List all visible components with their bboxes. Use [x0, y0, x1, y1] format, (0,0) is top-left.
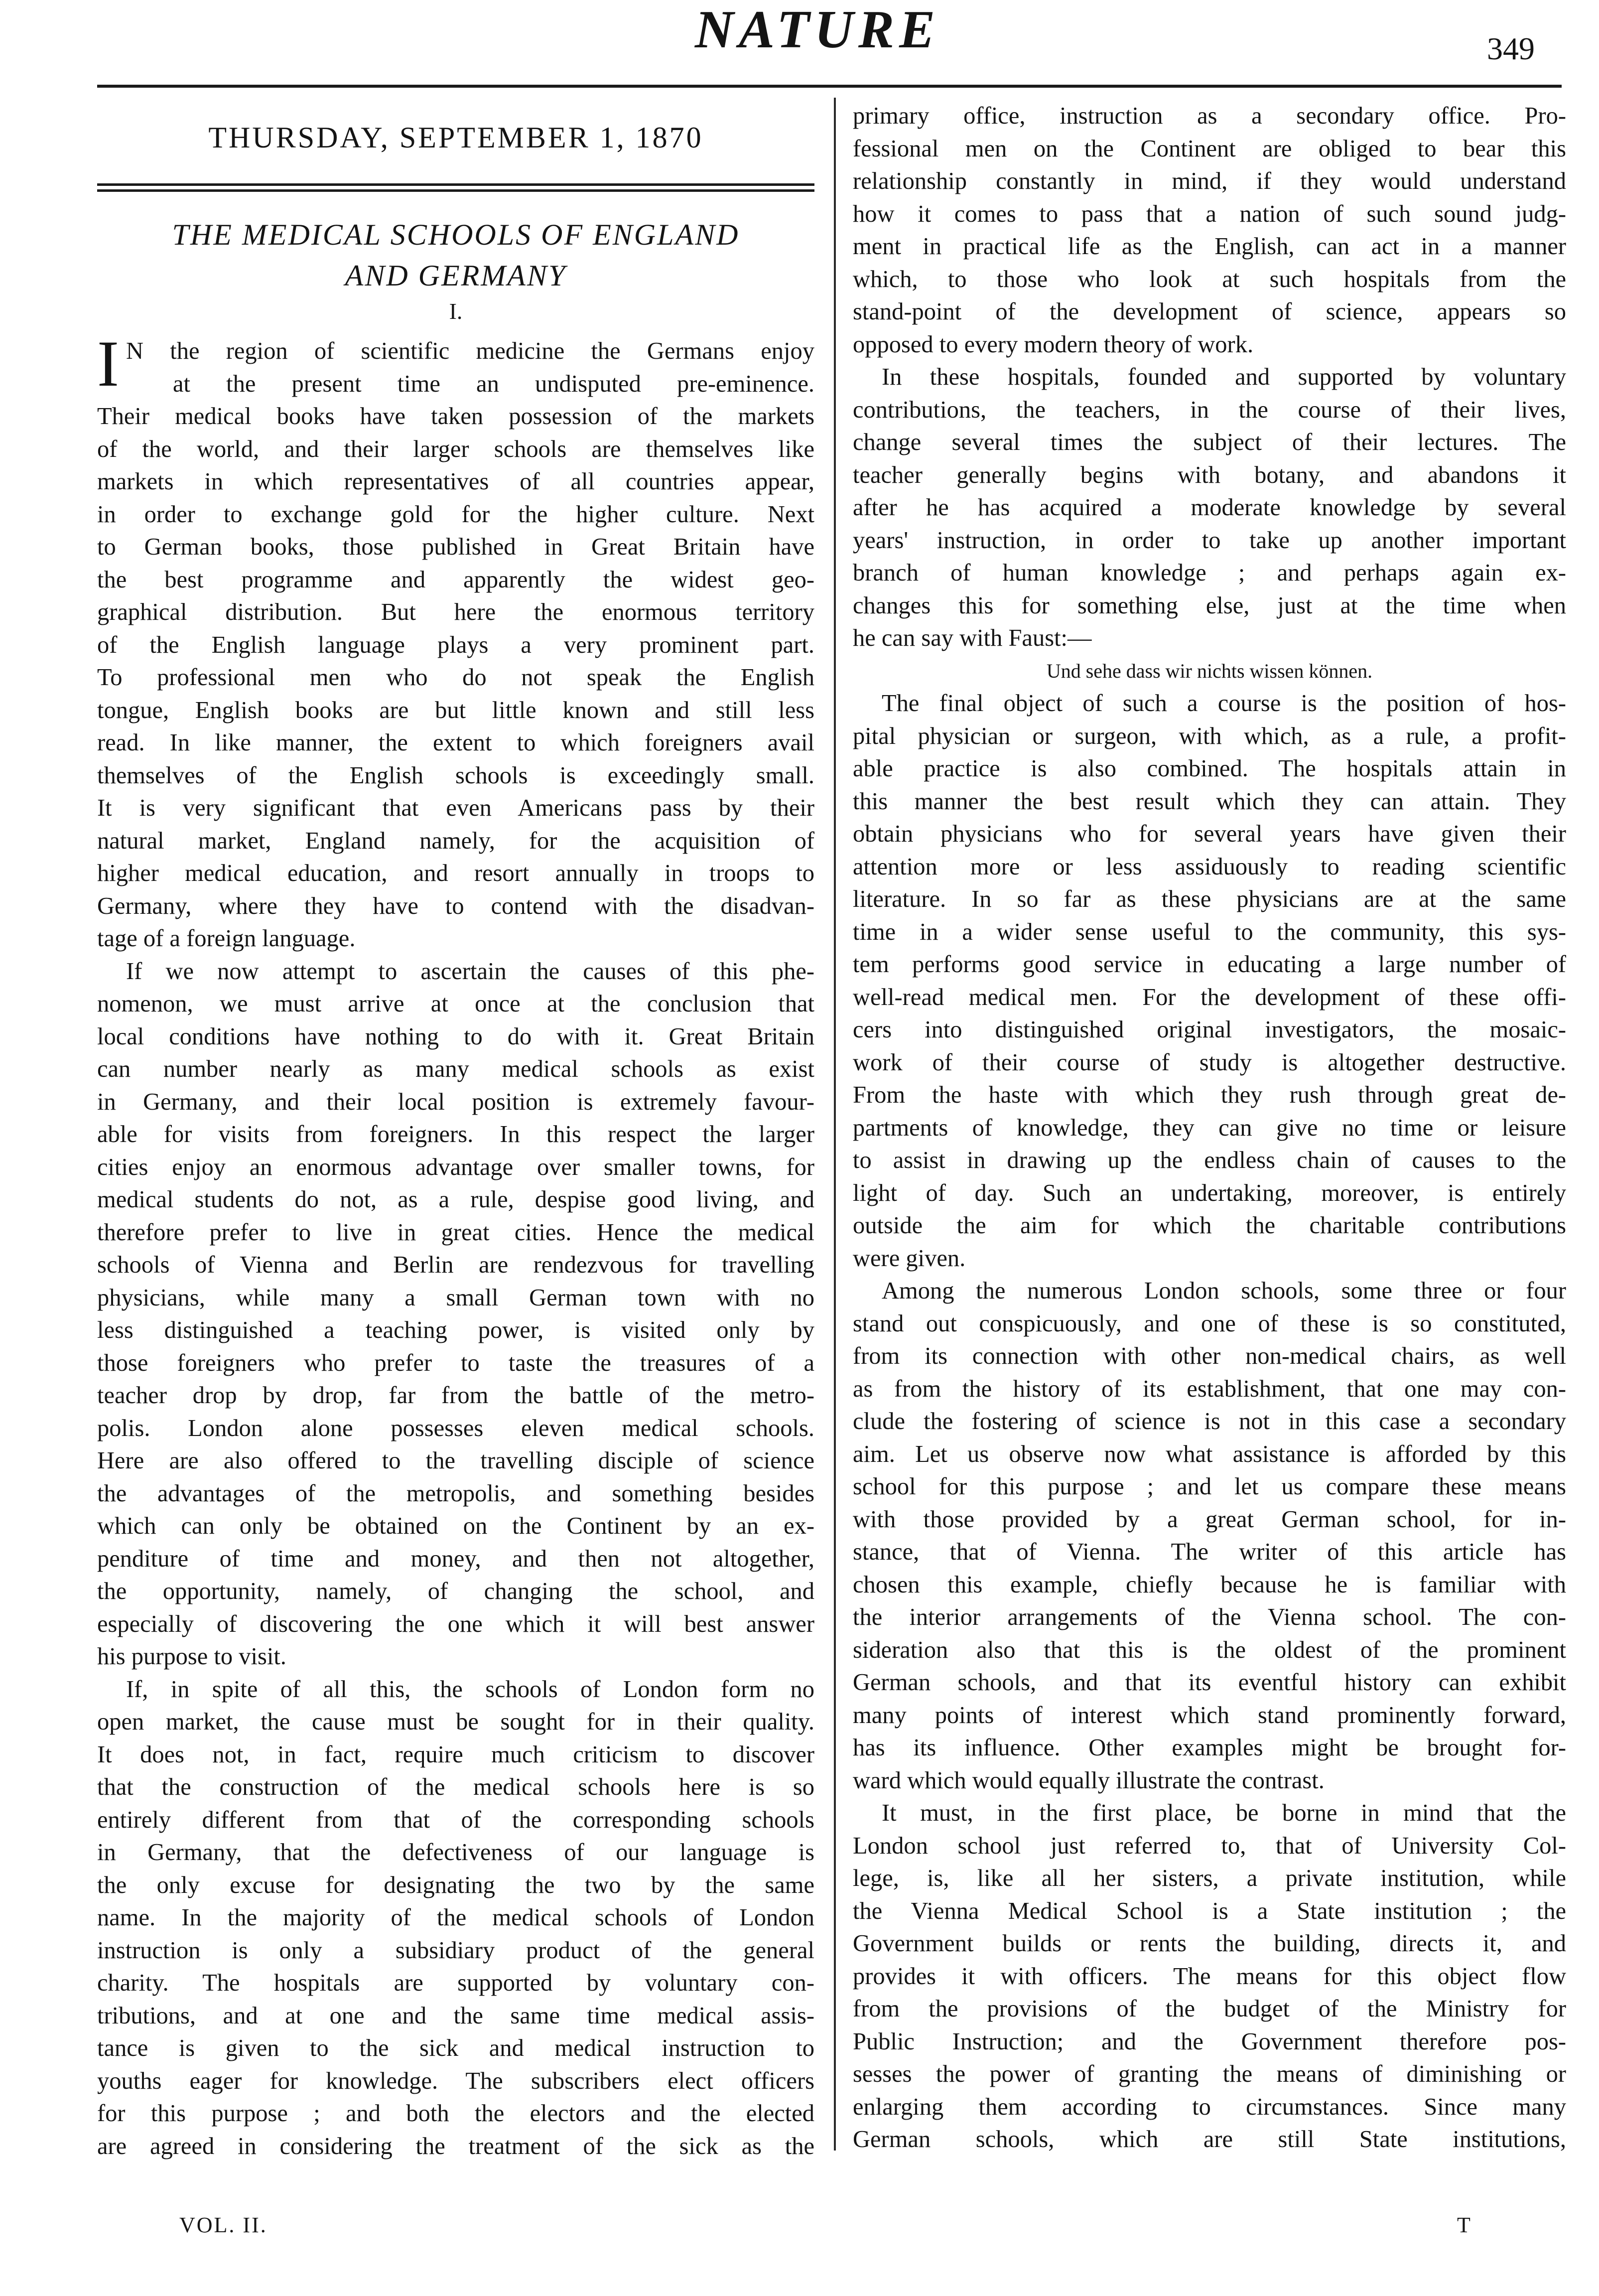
text-line: contributions, the teachers, in the course of their lives, — [853, 396, 1566, 423]
text-line: nomenon, we must arrive at once at the conclusion that — [97, 991, 814, 1017]
text-line: From the haste with which they rush through great de- — [853, 1082, 1566, 1108]
text-line: entirely different from that of the corresponding schools — [97, 1806, 814, 1833]
text-line: read. In like manner, the extent to which foreigners avail — [97, 729, 814, 756]
text-line: chosen this example, chiefly because he is familiar with — [853, 1571, 1566, 1598]
text-line: change several times the subject of their lectures. The — [853, 429, 1566, 455]
text-line: N the region of scientific medicine the Germans enjoy — [126, 338, 814, 364]
text-line: schools of Vienna and Berlin are rendezvous for travelling — [97, 1252, 814, 1278]
text-line: German schools, which are still State institutions, — [853, 2126, 1566, 2152]
text-line: open market, the cause must be sought for in their quality. — [97, 1709, 814, 1735]
text-line: The final object of such a course is the position of hos- — [882, 690, 1566, 717]
text-line: especially of discovering the one which it will best answer — [97, 1610, 814, 1637]
text-line: from its connection with other non-medical chairs, as well — [853, 1343, 1566, 1369]
text-line: after he has acquired a moderate knowledge by several — [853, 494, 1566, 521]
text-line: teacher drop by drop, far from the battle of the metro- — [97, 1382, 814, 1409]
volume-label: VOL. II. — [179, 2213, 267, 2237]
text-line: provides it with officers. The means for this object flow — [853, 1963, 1566, 1990]
text-line: able practice is also combined. The hospitals attain in — [853, 755, 1566, 782]
text-line: themselves of the English schools is exceedingly small. — [97, 762, 814, 789]
text-line: primary office, instruction as a secondary office. Pro- — [853, 103, 1566, 129]
text-line: markets in which representatives of all countries appear, — [97, 468, 814, 495]
text-line: to assist in drawing up the endless chain of causes to the — [853, 1147, 1566, 1173]
text-line: with those provided by a great German school, for in- — [853, 1506, 1566, 1533]
text-line: stand out conspicuously, and one of these is so constituted, — [853, 1310, 1566, 1337]
text-line: changes this for something else, just at the time when — [853, 592, 1566, 619]
text-line: Here are also offered to the travelling disciple of science — [97, 1447, 814, 1474]
page-number: 349 — [1487, 31, 1535, 66]
text-line: partments of knowledge, they can give no time or leisure — [853, 1114, 1566, 1141]
text-line: which, to those who look at such hospitals from the — [853, 266, 1566, 292]
text-line: attention more or less assiduously to reading scientific — [853, 853, 1566, 880]
text-line: It must, in the first place, be borne in mind that the — [882, 1800, 1566, 1826]
text-line: graphical distribution. But here the enormous territory — [97, 599, 814, 625]
text-line: therefore prefer to live in great cities. Hence the medical — [97, 1219, 814, 1246]
text-line: charity. The hospitals are supported by voluntary con- — [97, 1970, 814, 1996]
article-title-line-1: THE MEDICAL SCHOOLS OF ENGLAND — [172, 218, 740, 251]
text-line: from the provisions of the budget of the Ministry for — [853, 1996, 1566, 2022]
text-line: of the English language plays a very prominent part. — [97, 631, 814, 658]
text-line: years' instruction, in order to take up another important — [853, 527, 1566, 554]
text-line: ment in practical life as the English, can act in a manner — [853, 233, 1566, 260]
text-line: relationship constantly in mind, if they would understand — [853, 168, 1566, 194]
text-line: lege, is, like all her sisters, a private institution, while — [853, 1865, 1566, 1891]
text-line: in Germany, that the defectiveness of our language is — [97, 1839, 814, 1866]
text-line: tem performs good service in educating a large number of — [853, 951, 1566, 978]
text-line: Germany, where they have to contend with the disadvan- — [97, 892, 814, 919]
journal-masthead: NATURE — [695, 0, 940, 59]
text-line: aim. Let us observe now what assistance is afforded by this — [853, 1440, 1566, 1467]
text-line: stand-point of the development of science, appears so — [853, 298, 1566, 325]
text-line: which can only be obtained on the Continent by an ex- — [97, 1513, 814, 1539]
header-rule — [97, 85, 1562, 88]
text-line: Among the numerous London schools, some three or four — [882, 1278, 1566, 1304]
signature-mark: T — [1457, 2213, 1470, 2237]
text-line: the interior arrangements of the Vienna school. The con- — [853, 1604, 1566, 1630]
text-line: the only excuse for designating the two by the same — [97, 1871, 814, 1898]
text-line: youths eager for knowledge. The subscribers elect officers — [97, 2067, 814, 2094]
text-line: to German books, those published in Great Britain have — [97, 534, 814, 560]
text-line: well-read medical men. For the development of these offi- — [853, 984, 1566, 1010]
text-line: German schools, and that its eventful history can exhibit — [853, 1669, 1566, 1696]
text-line: fessional men on the Continent are obliged to bear this — [853, 135, 1566, 162]
text-line: enlarging them according to circumstances. Since many — [853, 2093, 1566, 2120]
text-line: that the construction of the medical schools here is so — [97, 1774, 814, 1800]
text-line: pital physician or surgeon, with which, as a rule, a profit- — [853, 722, 1566, 749]
text-line: physicians, while many a small German town with no — [97, 1284, 814, 1311]
text-line: those foreigners who prefer to taste the treasures of a — [97, 1349, 814, 1376]
text-line: polis. London alone possesses eleven medical schools. — [97, 1415, 814, 1441]
text-line: has its influence. Other examples might be brought for- — [853, 1734, 1566, 1761]
text-line: name. In the majority of the medical schools of London — [97, 1904, 814, 1931]
date-rule-upper — [97, 183, 814, 186]
text-line: Government builds or rents the building, directs it, and — [853, 1930, 1566, 1957]
left-column — [97, 327, 814, 2162]
text-line: To professional men who do not speak the English — [97, 664, 814, 691]
issue-date: THURSDAY, SEPTEMBER 1, 1870 — [208, 121, 703, 154]
text-line: work of their course of study is altogether destructive. — [853, 1049, 1566, 1076]
text-line: literature. In so far as these physicians are at the same — [853, 886, 1566, 912]
text-line: able for visits from foreigners. In this respect the larger — [97, 1121, 814, 1148]
text-line: cities enjoy an enormous advantage over smaller towns, for — [97, 1153, 814, 1180]
text-line: opposed to every modern theory of work. — [853, 331, 1254, 358]
column-divider — [834, 98, 836, 2151]
text-line: light of day. Such an undertaking, moreover, is entirely — [853, 1179, 1566, 1206]
text-line: can number nearly as many medical schools as exist — [97, 1056, 814, 1082]
text-line: time in a wider sense useful to the community, this sys- — [853, 918, 1566, 945]
text-line: If we now attempt to ascertain the causes of this phe- — [126, 958, 814, 985]
drop-cap: I — [97, 327, 119, 400]
text-line: his purpose to visit. — [97, 1643, 286, 1670]
date-rule-lower — [97, 189, 814, 192]
text-line: tance is given to the sick and medical instruction to — [97, 2035, 814, 2061]
text-line: school for this purpose ; and let us compare these means — [853, 1473, 1566, 1500]
text-line: tributions, and at one and the same time medical assis- — [97, 2002, 814, 2029]
text-line: at the present time an undisputed pre-eminence. — [172, 370, 814, 397]
text-line: less distinguished a teaching power, is visited only by — [97, 1317, 814, 1343]
text-line: natural market, England namely, for the acquisition of — [97, 827, 814, 854]
text-line: obtain physicians who for several years have given their — [853, 821, 1566, 847]
text-line: tongue, English books are but little known and still less — [97, 697, 814, 723]
text-line: London school just referred to, that of University Col- — [853, 1832, 1566, 1859]
text-line: he can say with Faust:— — [853, 625, 1092, 651]
text-line: were given. — [853, 1245, 966, 1272]
text-line: how it comes to pass that a nation of such sound judg- — [853, 200, 1566, 227]
text-line: the Vienna Medical School is a State institution ; the — [853, 1897, 1566, 1924]
text-line: the best programme and apparently the widest geo- — [97, 566, 814, 593]
section-number: I. — [449, 298, 463, 324]
text-line: the advantages of the metropolis, and something besides — [97, 1480, 814, 1507]
text-line: cers into distinguished original investigators, the mosaic- — [853, 1016, 1566, 1043]
article-title-line-2: AND GERMANY — [345, 259, 567, 292]
text-line: in Germany, and their local position is extremely favour- — [97, 1088, 814, 1115]
text-line: It does not, in fact, require much criticism to discover — [97, 1741, 814, 1768]
text-line: sesses the power of granting the means of diminishing or — [853, 2061, 1566, 2087]
text-line: medical students do not, as a rule, despise good living, and — [97, 1186, 814, 1213]
text-line: teacher generally begins with botany, and abandons it — [853, 461, 1566, 488]
text-line: In these hospitals, founded and supported by voluntary — [882, 364, 1566, 390]
text-line: If, in spite of all this, the schools of London form no — [126, 1676, 814, 1703]
text-line: for this purpose ; and both the electors and the elected — [97, 2100, 814, 2127]
text-line: outside the aim for which the charitable contributions — [853, 1212, 1566, 1239]
text-line: instruction is only a subsidiary product of the general — [97, 1937, 814, 1964]
text-line: local conditions have nothing to do with it. Great Britain — [97, 1023, 814, 1050]
text-line: ward which would equally illustrate the contrast. — [853, 1767, 1325, 1794]
text-line: Their medical books have taken possession of the markets — [97, 403, 814, 430]
text-line: in order to exchange gold for the higher culture. Next — [97, 501, 814, 528]
text-line: are agreed in considering the treatment of the sick as the — [97, 2133, 814, 2159]
text-line: sideration also that this is the oldest of the prominent — [853, 1636, 1566, 1663]
text-line: clude the fostering of science is not in this case a secondary — [853, 1408, 1566, 1435]
text-line: the opportunity, namely, of changing the school, and — [97, 1578, 814, 1604]
text-line: of the world, and their larger schools are themselves like — [97, 435, 814, 462]
text-line: It is very significant that even Americans pass by their — [97, 795, 814, 821]
text-line: branch of human knowledge ; and perhaps again ex- — [853, 560, 1566, 586]
text-line: tage of a foreign language. — [97, 925, 356, 952]
text-line: as from the history of its establishment, that one may con- — [853, 1375, 1566, 1402]
text-line: stance, that of Vienna. The writer of this article has — [853, 1539, 1566, 1565]
text-line: this manner the best result which they can attain. They — [853, 788, 1566, 815]
article-title — [97, 214, 814, 296]
text-line: Und sehe dass wir nichts wissen können. — [1046, 659, 1373, 682]
text-line: many points of interest which stand prominently forward, — [853, 1702, 1566, 1728]
text-line: penditure of time and money, and then not altogether, — [97, 1545, 814, 1572]
right-column — [853, 100, 1566, 2156]
text-line: higher medical education, and resort annually in troops to — [97, 860, 814, 886]
text-line: Public Instruction; and the Government therefore pos- — [853, 2028, 1566, 2055]
